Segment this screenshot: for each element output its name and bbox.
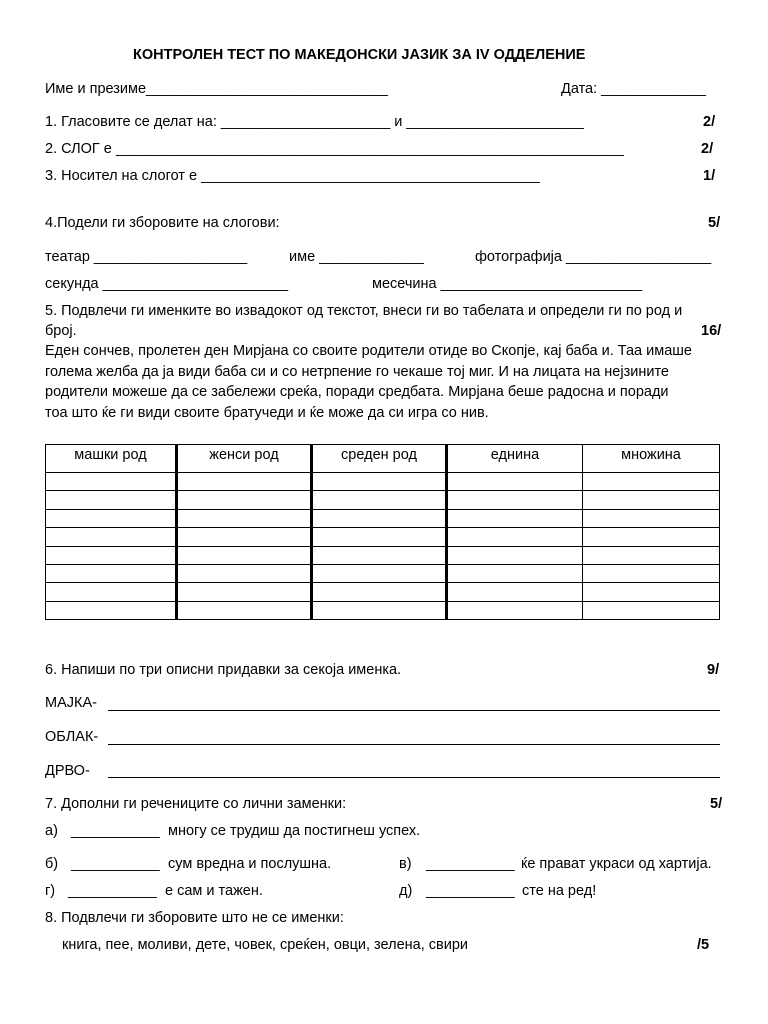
question-4: 4.Подели ги зборовите на слогови:: [45, 215, 280, 231]
blank-line[interactable]: ___________: [71, 856, 160, 872]
table-cell[interactable]: [583, 583, 720, 601]
adjective-noun-label: ДРВО-: [45, 763, 90, 779]
table-cell[interactable]: [312, 491, 447, 509]
blank-line[interactable]: ___________: [426, 856, 515, 872]
table-cell[interactable]: [46, 583, 177, 601]
table-row: [46, 491, 720, 509]
question-5-points: 16/: [701, 323, 722, 339]
table-cell[interactable]: [177, 546, 312, 564]
question-6-points: 9/: [707, 662, 720, 678]
table-cell[interactable]: [46, 546, 177, 564]
syllable-word: месечина _________________________: [372, 276, 643, 292]
header-singular: еднина: [447, 445, 583, 473]
table-cell[interactable]: [312, 473, 447, 491]
table-row: [46, 528, 720, 546]
table-cell[interactable]: [46, 601, 177, 619]
item-label: а): [45, 823, 58, 839]
table-cell[interactable]: [177, 491, 312, 509]
passage-line: тоа што ќе ги види своите братучеди и ќе може да си игра со нив.: [45, 405, 489, 421]
question-5-line-2: број.: [45, 323, 77, 339]
question-7-points: 5/: [710, 796, 723, 812]
table-cell[interactable]: [447, 564, 583, 582]
table-cell[interactable]: [583, 546, 720, 564]
item-label: г): [45, 883, 56, 899]
table-cell[interactable]: [447, 509, 583, 527]
table-cell[interactable]: [46, 509, 177, 527]
table-cell[interactable]: [177, 473, 312, 491]
table-cell[interactable]: [583, 564, 720, 582]
passage-line: родители можеше да се забележи среќа, поради средбата. Мирјана беше радосна и поради: [45, 384, 669, 400]
sentence-text: сте на ред!: [522, 883, 597, 899]
sentence-text: е сам и тажен.: [165, 883, 263, 899]
syllable-word: театар ___________________: [45, 249, 248, 265]
table-cell[interactable]: [447, 473, 583, 491]
table-cell[interactable]: [46, 528, 177, 546]
question-2-points: 2/: [701, 141, 714, 157]
table-cell[interactable]: [177, 583, 312, 601]
name-field: Име и презиме______________________________: [45, 81, 388, 97]
sentence-text: многу се трудиш да постигнеш успех.: [168, 823, 421, 839]
table-cell[interactable]: [583, 528, 720, 546]
question-1: 1. Гласовите се делат на: _____________________ и ______________________: [45, 114, 584, 130]
table-cell[interactable]: [583, 509, 720, 527]
item-label: б): [45, 856, 59, 872]
adjective-noun-label: МАЈКА-: [45, 695, 97, 711]
header-plural: множина: [583, 445, 720, 473]
table-cell[interactable]: [312, 601, 447, 619]
table-cell[interactable]: [177, 564, 312, 582]
table-cell[interactable]: [583, 491, 720, 509]
table-cell[interactable]: [583, 601, 720, 619]
page-title: КОНТРОЛЕН ТЕСТ ПО МАКЕДОНСКИ ЈАЗИК ЗА IV ОДДЕЛЕНИЕ: [133, 47, 586, 63]
syllable-word: секунда _______________________: [45, 276, 289, 292]
question-5-line-1: 5. Подвлечи ги именките во извадокот од текстот, внеси ги во табелата и определи ги по род и: [45, 303, 683, 319]
question-3: 3. Носител на слогот е __________________________________________: [45, 168, 540, 184]
blank-line[interactable]: ___________: [71, 823, 160, 839]
table-cell[interactable]: [447, 491, 583, 509]
date-field: Дата: _____________: [561, 81, 706, 97]
answer-line[interactable]: [108, 710, 720, 711]
table-row: [46, 509, 720, 527]
table-cell[interactable]: [447, 601, 583, 619]
question-7: 7. Дополни ги речениците со лични заменки:: [45, 796, 347, 812]
word-list: книга, пее, моливи, дете, човек, среќен, овци, зелена, свири: [62, 937, 468, 953]
question-4-points: 5/: [708, 215, 721, 231]
syllable-word: фотографија __________________: [475, 249, 712, 265]
noun-classification-table: [45, 444, 720, 620]
blank-line[interactable]: ___________: [68, 883, 157, 899]
table-cell[interactable]: [447, 528, 583, 546]
passage-line: голема желба да ја види баба си и со нетрпение го чекаше тој миг. И на лицата на нејзините: [45, 364, 669, 380]
table-cell[interactable]: [312, 583, 447, 601]
table-row: [46, 583, 720, 601]
passage-line: Еден сончев, пролетен ден Мирјана со своите родители отиде во Скопје, кај баба и. Таа имаше: [45, 343, 692, 359]
table-row: [46, 546, 720, 564]
table-cell[interactable]: [312, 546, 447, 564]
table-cell[interactable]: [46, 473, 177, 491]
table-cell[interactable]: [312, 564, 447, 582]
table-cell[interactable]: [312, 528, 447, 546]
answer-line[interactable]: [108, 744, 720, 745]
table-cell[interactable]: [447, 583, 583, 601]
header-neuter: среден род: [312, 445, 447, 473]
sentence-text: сум вредна и послушна.: [168, 856, 332, 872]
syllable-word: име _____________: [289, 249, 424, 265]
header-feminine: женси род: [177, 445, 312, 473]
table-cell[interactable]: [447, 546, 583, 564]
table-cell[interactable]: [177, 601, 312, 619]
table-row: [46, 564, 720, 582]
table-row: [46, 473, 720, 491]
item-label: в): [399, 856, 412, 872]
answer-line[interactable]: [108, 777, 720, 778]
question-8-points: /5: [697, 937, 710, 953]
sentence-text: ќе прават украси од хартија.: [521, 856, 712, 872]
question-3-points: 1/: [703, 168, 716, 184]
question-2: 2. СЛОГ е _______________________________________________________________: [45, 141, 624, 157]
table-cell[interactable]: [46, 564, 177, 582]
table-cell[interactable]: [312, 509, 447, 527]
table-cell[interactable]: [583, 473, 720, 491]
question-8: 8. Подвлечи ги зборовите што не се именки:: [45, 910, 344, 926]
table-cell[interactable]: [177, 509, 312, 527]
adjective-noun-label: ОБЛАК-: [45, 729, 99, 745]
item-label: д): [399, 883, 413, 899]
table-header-row: [46, 445, 720, 473]
question-6: 6. Напиши по три описни придавки за секоја именка.: [45, 662, 402, 678]
header-masculine: машки род: [46, 445, 177, 473]
blank-line[interactable]: ___________: [426, 883, 515, 899]
table-cell[interactable]: [46, 491, 177, 509]
table-cell[interactable]: [177, 528, 312, 546]
question-1-points: 2/: [703, 114, 716, 130]
table-row: [46, 601, 720, 619]
